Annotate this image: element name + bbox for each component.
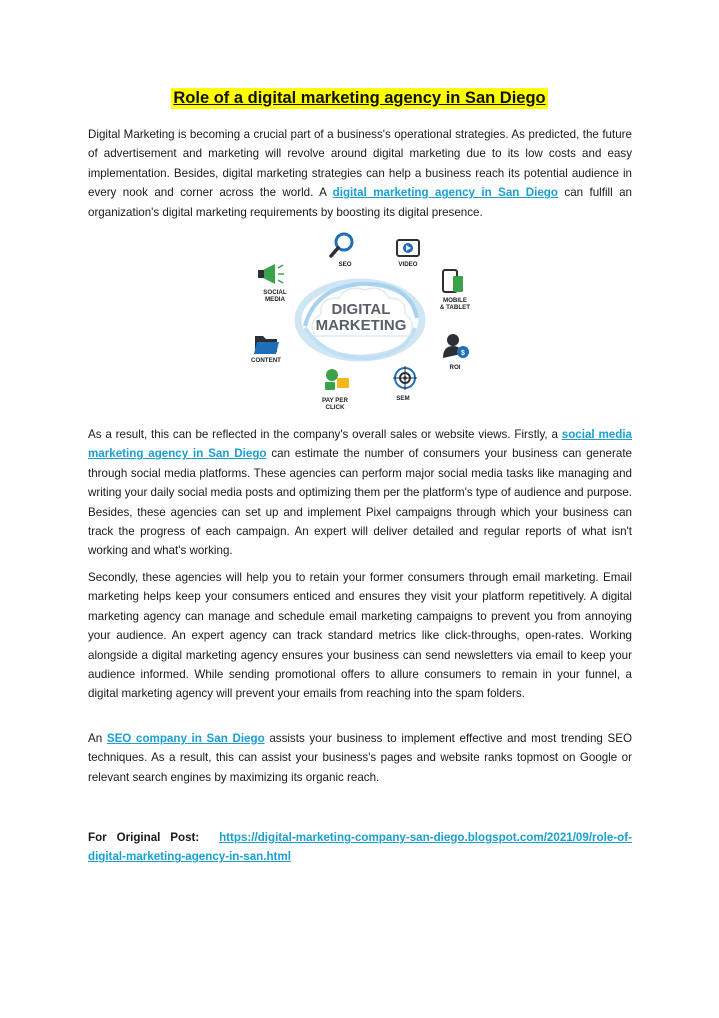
original-post-link[interactable]: https://digital-marketing-company-san-diego.blogspot.com/2021/09/role-of-digital-marketing-agency-in-san.html [88, 831, 632, 864]
roi-icon [443, 334, 469, 358]
ppc-label-line2: CLICK [325, 404, 345, 411]
center-line1: DIGITAL [331, 301, 391, 318]
original-post-paragraph [88, 828, 632, 867]
center-line2: MARKETING [315, 317, 407, 334]
intro-paragraph [88, 125, 632, 222]
digital-marketing-graphic [245, 228, 475, 416]
seo-text-start: An [88, 732, 107, 745]
mobile-label-line2: & TABLET [439, 304, 471, 311]
email-text: Secondly, these agencies will help you to retain your former consumers through email marketing. Email marketing helps keep your consumers enticed and ensures they visit your platform repetitively. A digital marketing agency can manage and schedule email marketing campaigns to prevent you from annoying your audience. An expert agency can track standard metrics like click-throughs, open-rates. Working alongside a digital marketing agency ensures your business can send newsletters via email to keep your audience informed. While sending promotional offers to allure consumers to remain in your funnel, a digital marketing agency will prevent your emails from reaching into the spam folders. [88, 571, 632, 701]
mobile-label-line1: MOBILE [442, 297, 468, 304]
social-media-agency-link[interactable]: social media marketing agency in San Diego [88, 428, 632, 461]
page-title: Role of a digital marketing agency in San Diego [173, 89, 546, 107]
content-label: CONTENT [251, 357, 281, 364]
seo-text-end: assists your business to implement effective and most trending SEO techniques. As a result, this can assist your business's pages and website ranks topmost on Google or relevant search engines by maximizing its organic reach. [88, 732, 632, 784]
roi-label: ROI [449, 364, 461, 371]
megaphone-icon [258, 264, 284, 284]
email-marketing-paragraph [88, 568, 632, 704]
intro-text-start: Digital Marketing is becoming a crucial part of a business's operational strategies. As predicted, the future of advertisement and marketing will revolve around digital marketing due to its low costs and easy implementation. Besides, digital marketing strategies can help a business reach its potential audience in every nook and corner across the world. A [88, 128, 632, 200]
social-label-line2: MEDIA [265, 296, 285, 303]
social-text-start: As a result, this can be reflected in the company's overall sales or website views. Firstly, a [88, 428, 562, 441]
search-icon [331, 234, 352, 256]
svg-text:$: $ [461, 350, 465, 357]
title-container [0, 88, 719, 109]
seo-company-link[interactable]: SEO company in San Diego [106, 732, 265, 745]
video-label: VIDEO [398, 261, 418, 268]
intro-text-end: can fulfill an organization's digital marketing requirements by boosting its digital presence. [88, 186, 633, 219]
ppc-label-line1: PAY PER [321, 397, 349, 404]
original-post-label: For Original Post: [88, 831, 200, 844]
pay-per-click-icon [325, 369, 349, 390]
seo-paragraph [88, 729, 632, 787]
social-label-line1: SOCIAL [263, 289, 287, 296]
digital-marketing-agency-link[interactable]: digital marketing agency in San Diego [332, 186, 558, 200]
social-text-end: can estimate the number of consumers your business can generate through social media platforms. These agencies can perform major social media tasks like managing and writing your daily social media posts and optimizing them per the platform's type of audience and purpose. Besides, these agencies can set up and implement Pixel campaigns through which your business can track the progress of each campaign. An expert will deliver detailed and regular reports of what isn't working and what's working. [88, 447, 632, 558]
seo-label: SEO [338, 261, 352, 268]
content-folder-icon [254, 336, 279, 354]
video-icon [397, 240, 419, 256]
mobile-tablet-icon [443, 270, 463, 292]
sem-target-icon [393, 366, 417, 390]
social-media-paragraph [88, 425, 632, 561]
digital-marketing-diagram [245, 228, 475, 416]
sem-label: SEM [396, 395, 410, 402]
